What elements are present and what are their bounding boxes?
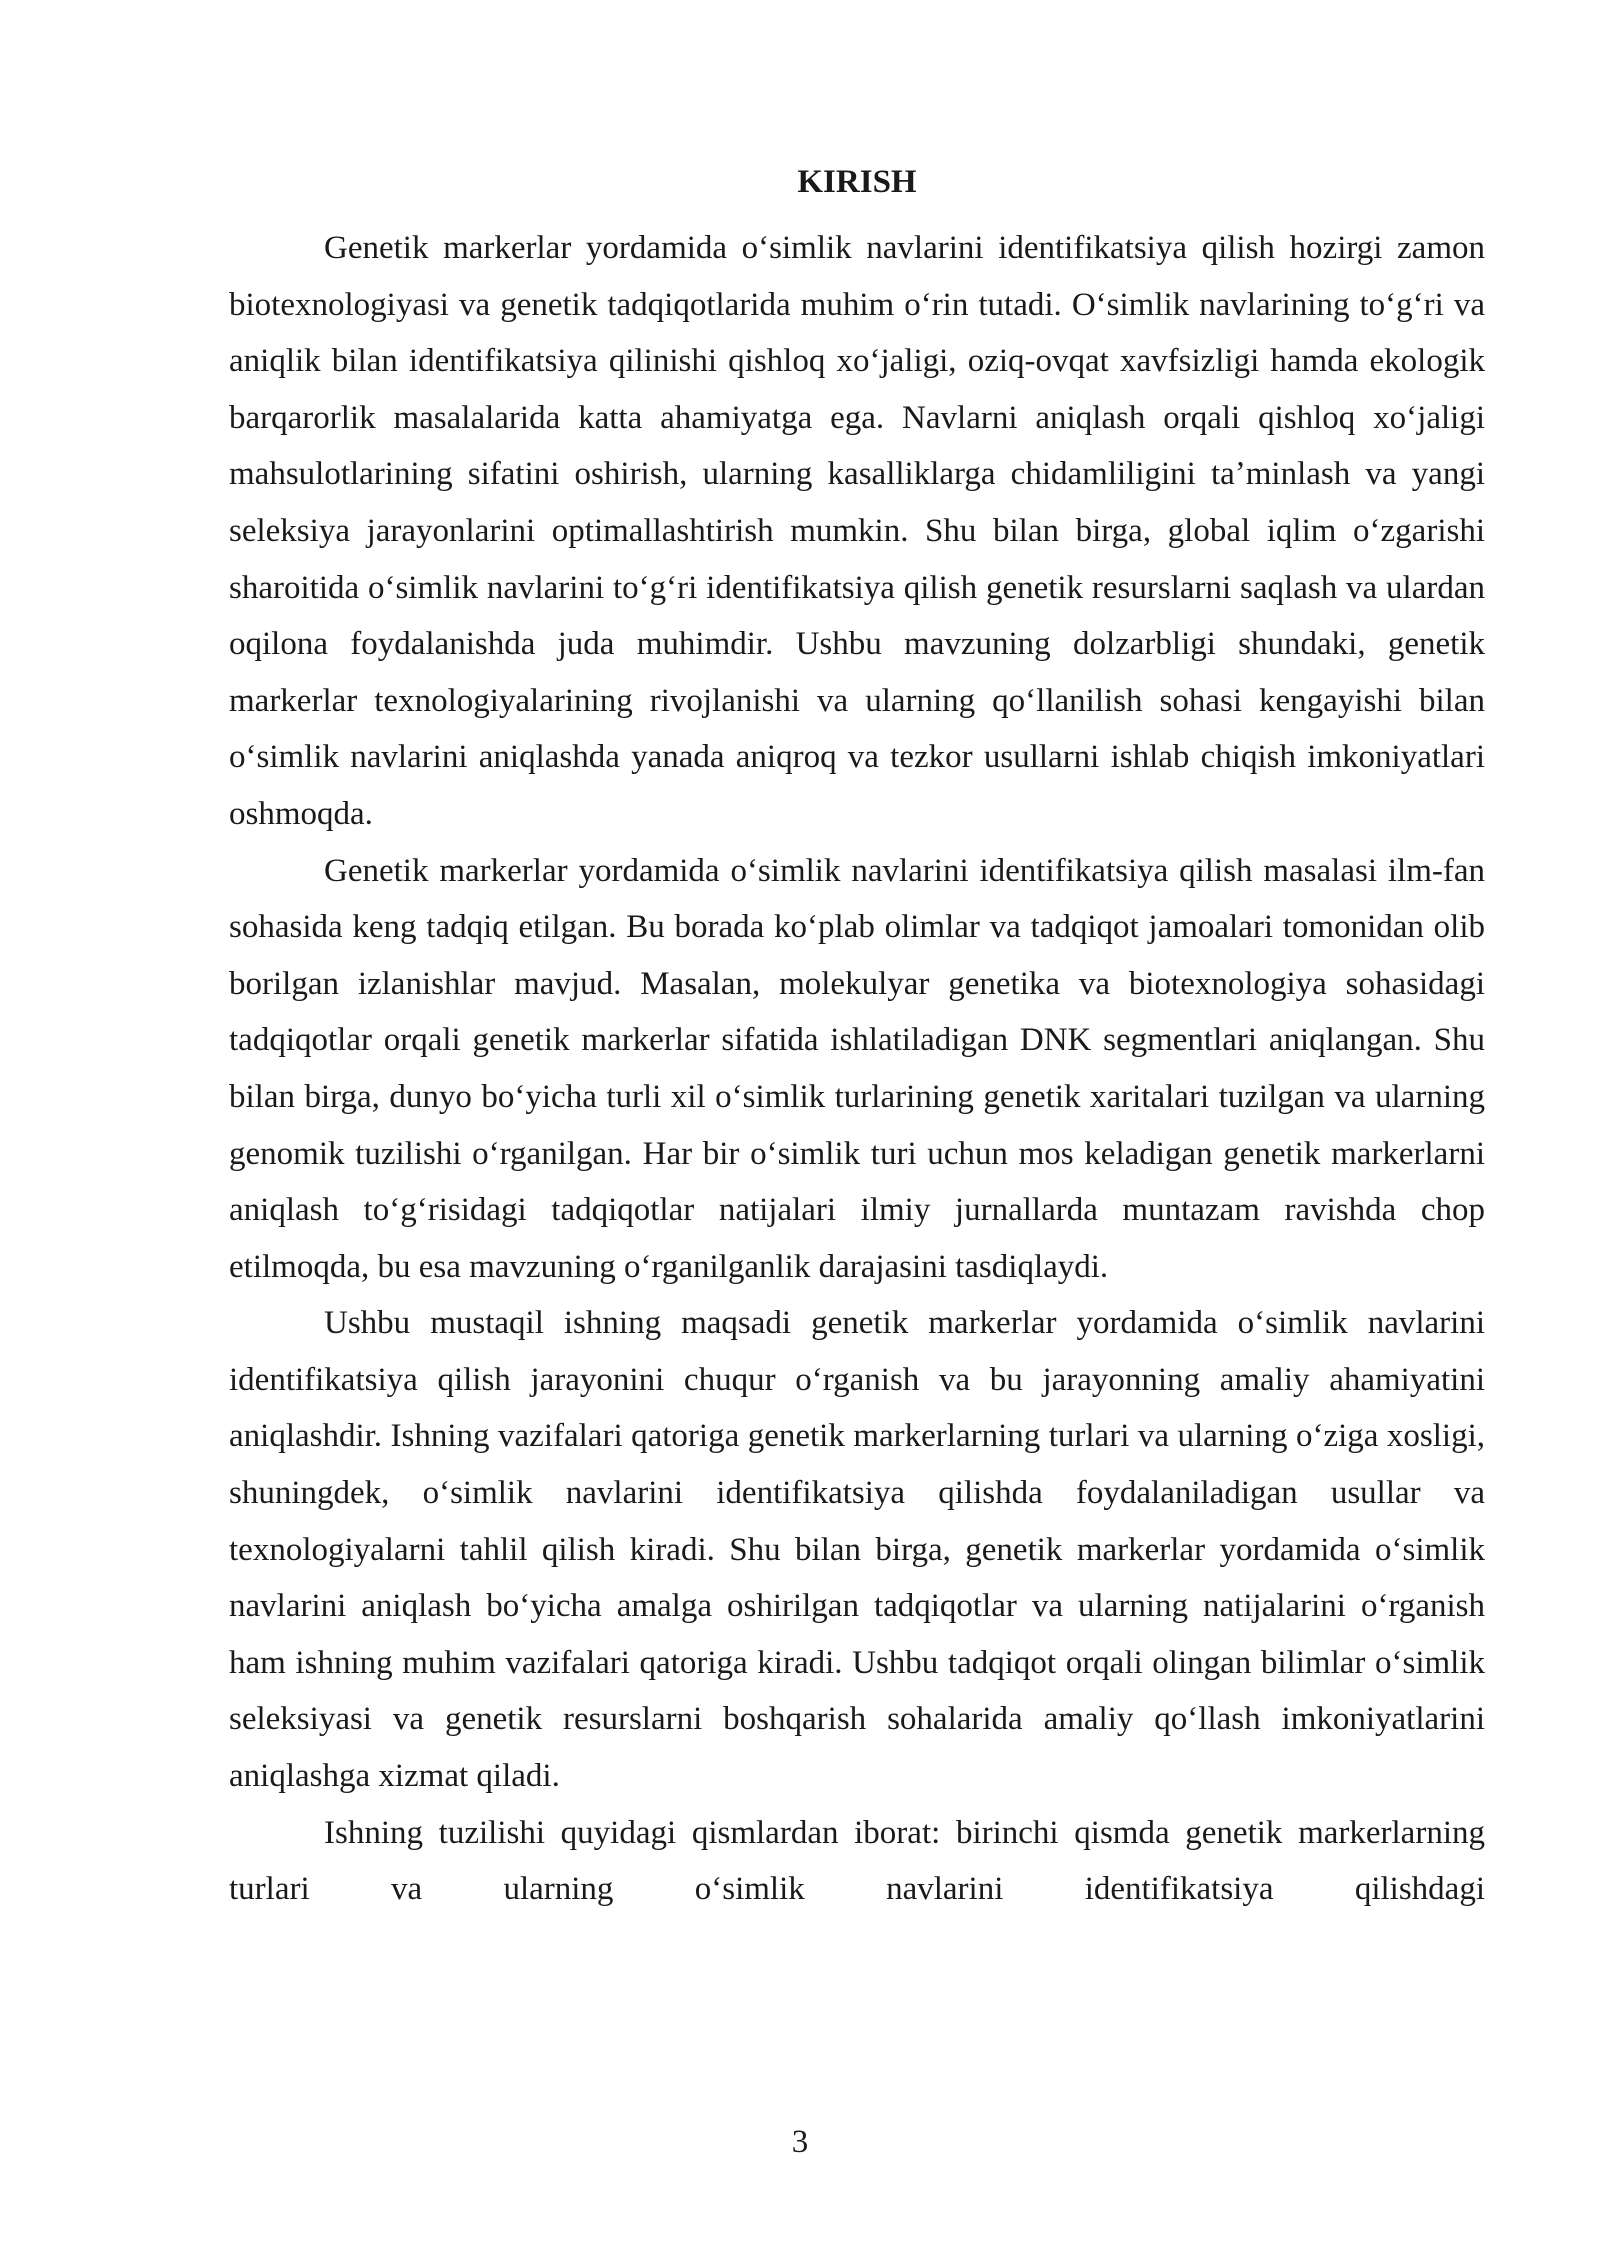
section-title: KIRISH [797,164,917,200]
page-number: 3 [791,2124,809,2160]
page-content [229,162,1485,1918]
paragraph-aims-tasks: Ushbu mustaqil ishning maqsadi genetik markerlar yordamida oʻsimlik navlarini identifikatsiya qilish jarayonini chuqur oʻrganish va bu jarayonning amaliy ahamiyatini aniqlashdir. Ishning vazifalari qatoriga genetik markerlarning turlari va ularning oʻziga xosligi, shuningdek, oʻsimlik navlarini identifikatsiya qilishda foydalaniladigan usullar va texnologiyalarni tahlil qilish kiradi. Shu bilan birga, genetik markerlar yordamida oʻsimlik navlarini aniqlash boʻyicha amalga oshirilgan tadqiqotlar va ularning natijalarini oʻrganish ham ishning muhim vazifalari qatoriga kiradi. Ushbu tadqiqot orqali olingan bilimlar oʻsimlik seleksiyasi va genetik resurslarni boshqarish sohalarida amaliy qoʻllash imkoniyatlarini aniqlashga xizmat qiladi. [229,1305,1485,1795]
paragraph-literature-review: Genetik markerlar yordamida oʻsimlik navlarini identifikatsiya qilish masalasi ilm-fan sohasida keng tadqiq etilgan. Bu borada koʻplab olimlar va tadqiqot jamoalari tomonidan olib borilgan izlanishlar mavjud. Masalan, molekulyar genetika va biotexnologiya sohasidagi tadqiqotlar orqali genetik markerlar sifatida ishlatiladigan DNK segmentlari aniqlangan. Shu bilan birga, dunyo boʻyicha turli xil oʻsimlik turlarining genetik xaritalari tuzilgan va ularning genomik tuzilishi oʻrganilgan. Har bir oʻsimlik turi uchun mos keladigan genetik markerlarni aniqlash toʻgʻrisidagi tadqiqotlar natijalari ilmiy jurnallarda muntazam ravishda chop etilmoqda, bu esa mavzuning oʻrganilganlik darajasini tasdiqlaydi. [229,852,1485,1285]
paragraph-relevance: Genetik markerlar yordamida oʻsimlik navlarini identifikatsiya qilish hozirgi zamon biotexnologiyasi va genetik tadqiqotlarida muhim oʻrin tutadi. Oʻsimlik navlarining toʻgʻri va aniqlik bilan identifikatsiya qilinishi qishloq xoʻjaligi, oziq-ovqat xavfsizligi hamda ekologik barqarorlik masalalarida katta ahamiyatga ega. Navlarni aniqlash orqali qishloq xoʻjaligi mahsulotlarining sifatini oshirish, ularning kasalliklarga chidamliligini taʼminlash va yangi seleksiya jarayonlarini optimallashtirish mumkin. Shu bilan birga, global iqlim oʻzgarishi sharoitida oʻsimlik navlarini toʻgʻri identifikatsiya qilish genetik resurslarni saqlash va ulardan oqilona foydalanishda juda muhimdir. Ushbu mavzuning dolzarbligi shundaki, genetik markerlar texnologiyalarining rivojlanishi va ularning qoʻllanilish sohasi kengayishi bilan oʻsimlik navlarini aniqlashda yanada aniqroq va tezkor usullarni ishlab chiqish imkoniyatlari oshmoqda. [229,230,1485,832]
paragraph-structure: Ishning tuzilishi quyidagi qismlardan iborat: birinchi qismda genetik markerlarning turlari va ularning oʻsimlik navlarini identifikatsiya qilishdagi [229,1814,1485,1908]
